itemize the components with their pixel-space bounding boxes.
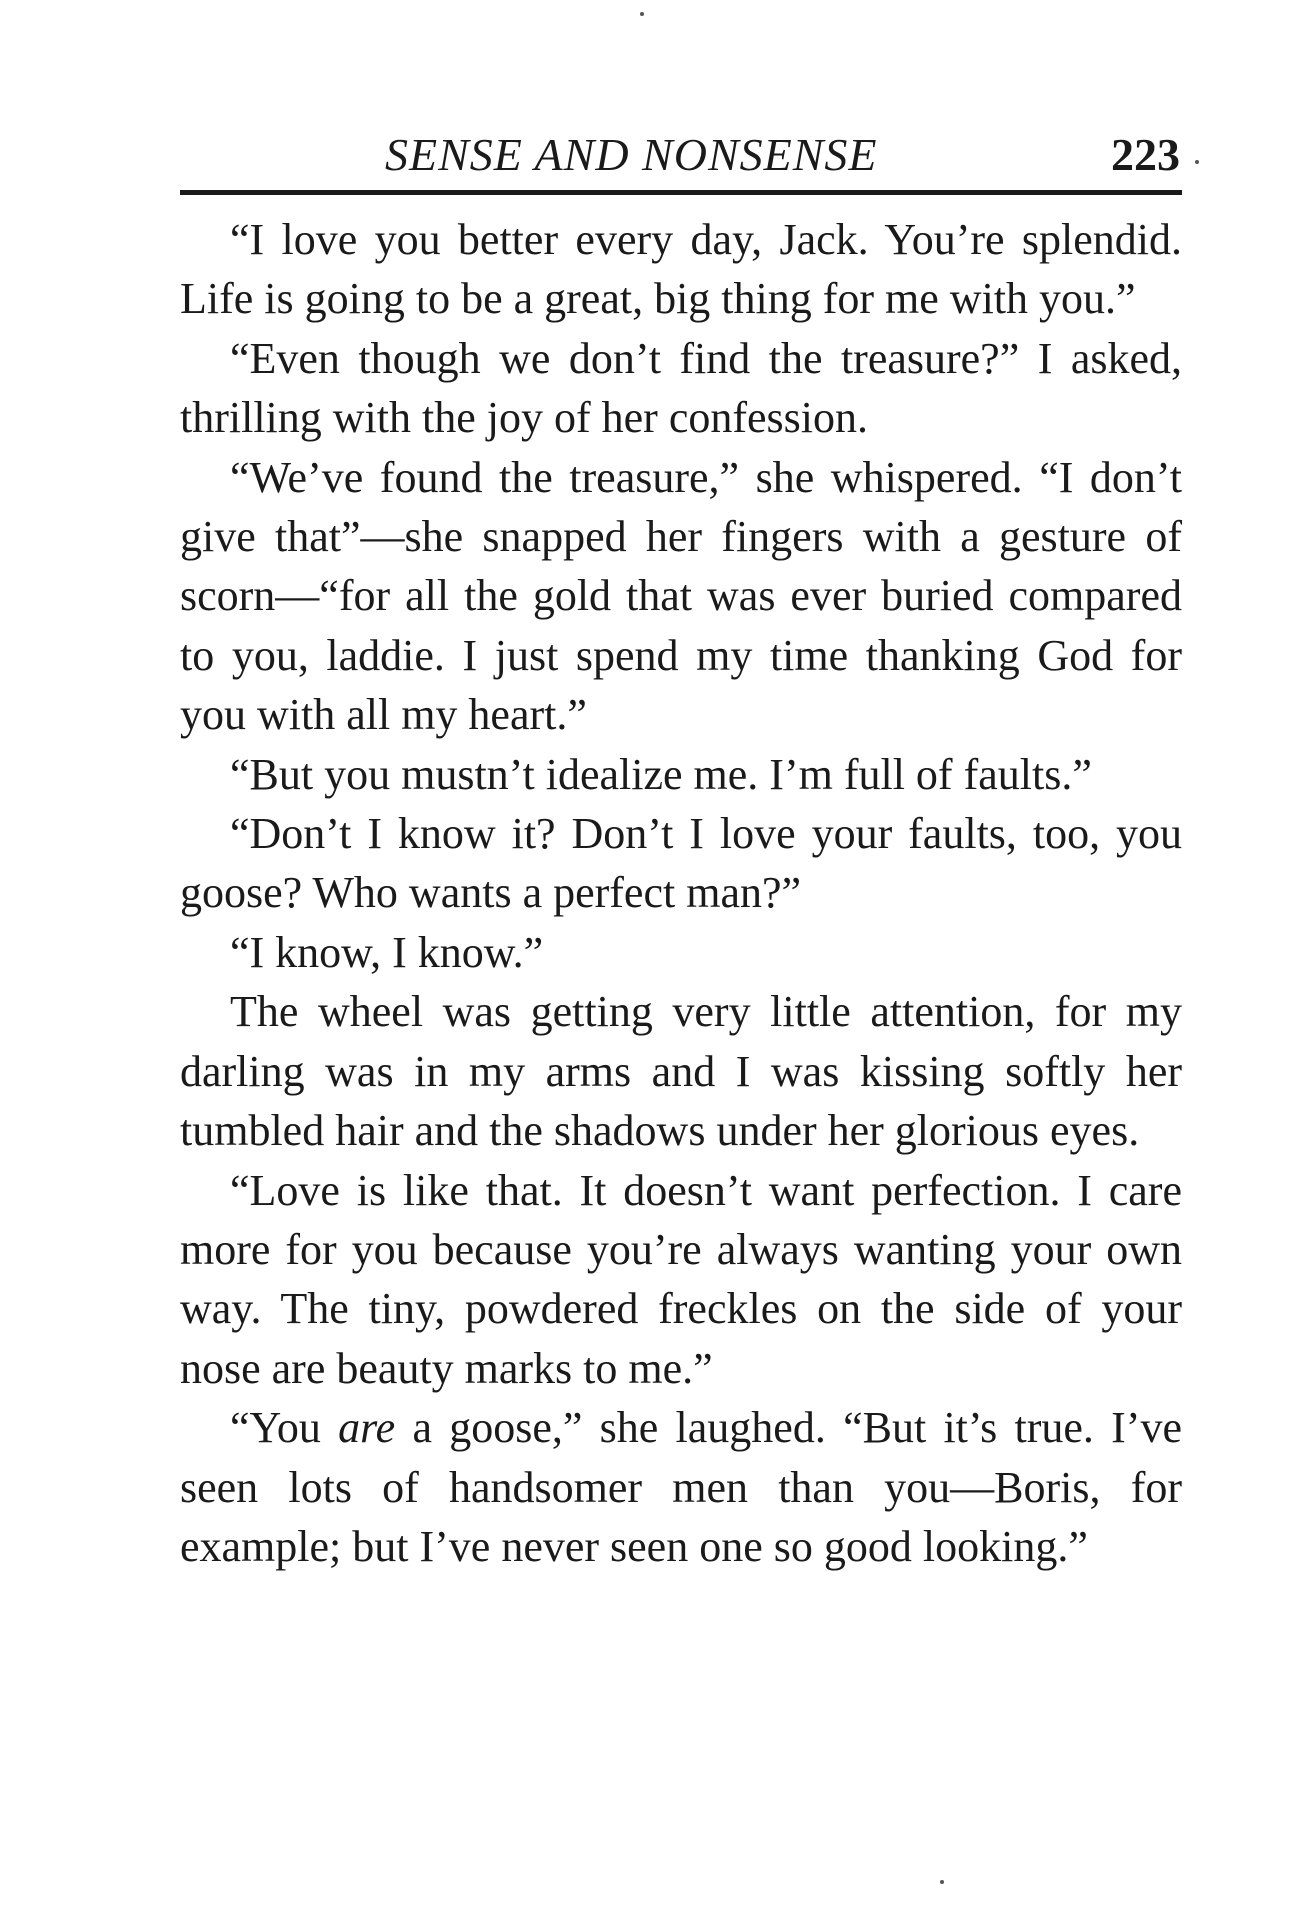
page-header xyxy=(180,128,1180,188)
running-title: SENSE AND NONSENSE xyxy=(385,129,878,180)
paragraph-text: The wheel was getting very little attention, for my darling was in my arms and I was kissing softly her tumbled hair and the shadows under her glorious eyes. xyxy=(180,987,1182,1156)
print-speck xyxy=(940,1880,944,1884)
header-rule xyxy=(180,190,1182,195)
paragraph-text: “I love you better every day, Jack. You’re splendid. Life is going to be a great, big thing for me with you.” xyxy=(180,215,1182,324)
body-text xyxy=(180,210,1182,1576)
paragraph xyxy=(180,745,1182,804)
print-speck xyxy=(1195,160,1199,164)
paragraph xyxy=(180,329,1182,448)
paragraph xyxy=(180,804,1182,923)
paragraph-text: “Don’t I know it? Don’t I love your faults, too, you goose? Who wants a perfect man?” xyxy=(180,809,1182,918)
paragraph xyxy=(180,448,1182,745)
page-number: 223 xyxy=(1111,129,1180,180)
paragraph-text: “I know, I know.” xyxy=(230,927,544,977)
paragraph-text: “Love is like that. It doesn’t want perfection. I care more for you because you’re always wanting your own way. The tiny, powdered freckles on the side of your nose are beauty marks to me.” xyxy=(180,1165,1182,1393)
paragraph-text: “We’ve found the treasure,” she whispered. “I don’t give that”—she snapped her fingers with a gesture of scorn—“for all the gold that was ever buried compared to you, laddie. I just spend my time thanking God for you with all my heart.” xyxy=(180,452,1182,740)
paragraph-text: a goose,” she laughed. “But it’s true. I’ve seen lots of handsomer men than you—Boris, for example; but I’ve never seen one so good looking.” xyxy=(180,1403,1182,1571)
paragraph xyxy=(180,923,1182,982)
paragraph-text: “Even though we don’t find the treasure?” I asked, thrilling with the joy of her confession. xyxy=(180,333,1182,443)
paragraph-text: “But you mustn’t idealize me. I’m full of faults.” xyxy=(230,749,1092,799)
paragraph-text: “You xyxy=(230,1403,339,1453)
paragraph xyxy=(180,1398,1182,1576)
paragraph xyxy=(180,982,1182,1160)
paragraph xyxy=(180,210,1182,329)
italic-text: are xyxy=(338,1403,396,1453)
print-speck xyxy=(640,12,644,16)
paragraph xyxy=(180,1161,1182,1399)
